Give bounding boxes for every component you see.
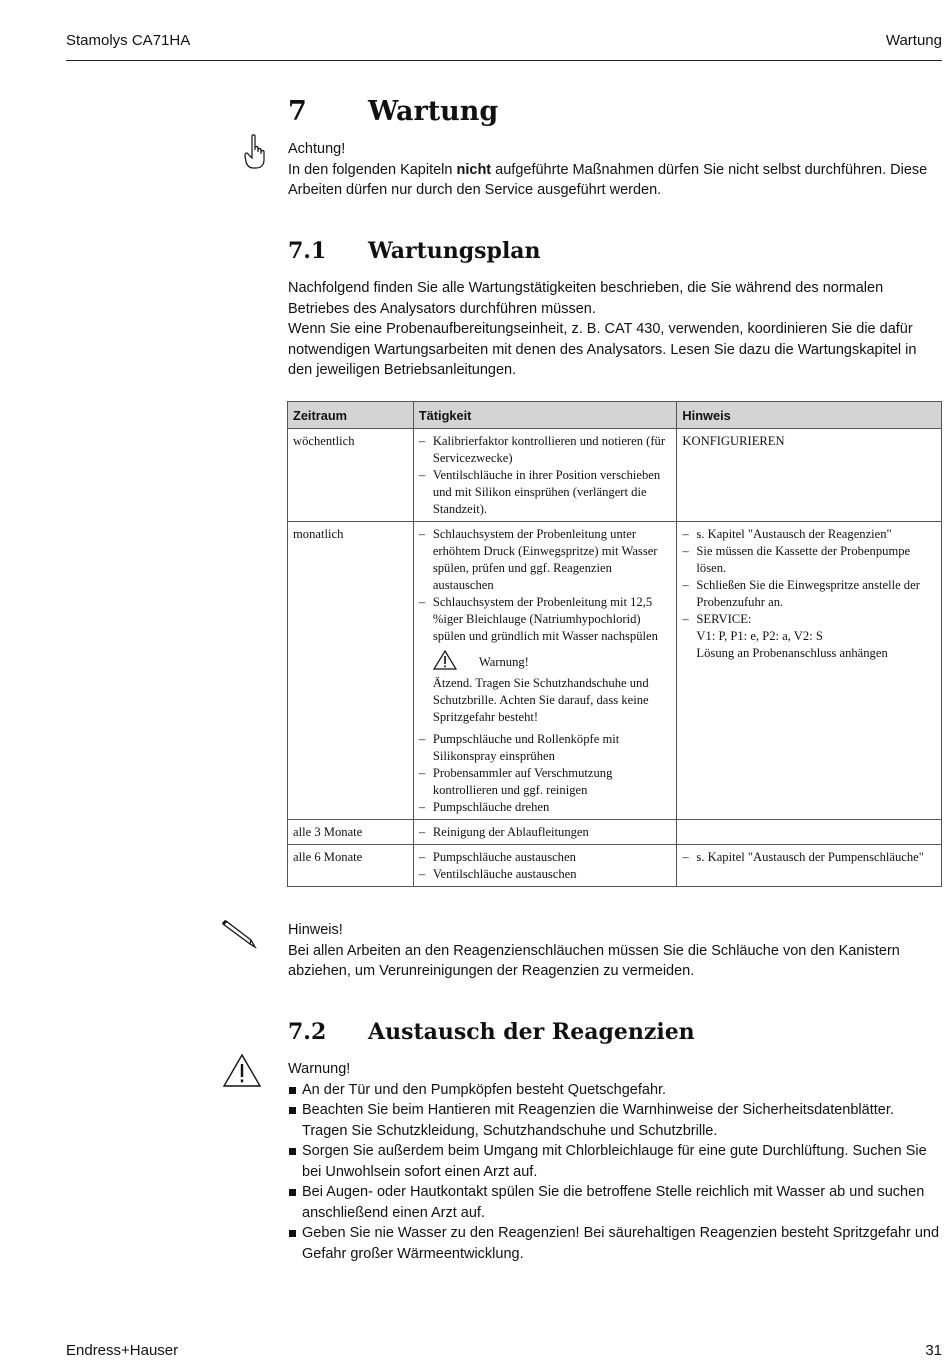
note-cell bbox=[677, 820, 942, 845]
task-item: – Pumpschläuche austauschen bbox=[419, 849, 672, 866]
task-item: – Ventilschläuche austauschen bbox=[419, 866, 672, 883]
note-item: – Sie müssen die Kassette der Probenpumpe lösen. bbox=[682, 543, 936, 577]
intro-paragraph-2: Wenn Sie eine Probenaufbereitungseinheit, z. B. CAT 430, verwenden, koordinieren Sie die dafür notwendigen Wartungsarbeiten mit denen des Analysators. Lesen Sie dazu die Wartungskapitel in den jeweiligen Betriebsanleitungen. bbox=[288, 321, 917, 378]
task-item: – Probensammler auf Verschmutzung kontrollieren und ggf. reinigen bbox=[419, 765, 672, 799]
task-item: – Reinigung der Ablaufleitungen bbox=[419, 824, 672, 841]
section-number: 7.2 bbox=[288, 1019, 327, 1045]
header-section: Wartung bbox=[885, 32, 942, 49]
warning-label: Warnung! bbox=[288, 1061, 351, 1077]
section-title-text: Wartungsplan bbox=[368, 238, 541, 264]
table-warning-label: Warnung! bbox=[478, 655, 529, 669]
pencil-icon bbox=[220, 920, 258, 955]
note-cell bbox=[677, 522, 942, 820]
table-row bbox=[288, 429, 942, 522]
task-item: – Pumpschläuche drehen bbox=[419, 799, 672, 816]
warning-triangle-icon bbox=[433, 650, 457, 675]
maintenance-table bbox=[287, 401, 942, 887]
section-title-7-2 bbox=[288, 1019, 695, 1045]
table-header-row bbox=[288, 402, 942, 429]
hint-block bbox=[288, 920, 942, 982]
task-item: – Schlauchsystem der Probenleitung mit 12,5 %iger Bleichlauge (Natriumhypochlorid) spülen und gründlich mit Wasser nachspülen bbox=[419, 594, 672, 645]
task-cell bbox=[413, 429, 677, 522]
caution-block bbox=[288, 139, 942, 201]
note-service-code: V1: P, P1: e, P2: a, V2: S bbox=[696, 629, 823, 643]
header-product: Stamolys CA71HA bbox=[66, 32, 191, 49]
note-item: – Schließen Sie die Einwegspritze anstelle der Probenzufuhr an. bbox=[682, 577, 936, 611]
column-header: Tätigkeit bbox=[413, 402, 677, 429]
page-number: 31 bbox=[925, 1342, 942, 1359]
section-number: 7.1 bbox=[288, 238, 327, 264]
caution-label: Achtung! bbox=[288, 141, 346, 157]
intro-paragraph-1: Nachfolgend finden Sie alle Wartungstätigkeiten beschrieben, die Sie während des normalen Betriebes des Analysators durchführen müssen. bbox=[288, 280, 884, 317]
period-cell: alle 6 Monate bbox=[288, 845, 414, 887]
table-warning-text: Ätzend. Tragen Sie Schutzhandschuhe und Schutzbrille. Achten Sie darauf, dass keine Spritzgefahr besteht! bbox=[432, 676, 649, 724]
warning-bullet: Beachten Sie beim Hantieren mit Reagenzien die Warnhinweise der Sicherheitsdatenblätter. Tragen Sie Schutzkleidung, Schutzhandschuhe und Schutzbrille. bbox=[288, 1100, 942, 1141]
period-cell: monatlich bbox=[288, 522, 414, 820]
hint-label: Hinweis! bbox=[288, 922, 343, 938]
section-title-text: Austausch der Reagenzien bbox=[368, 1019, 695, 1045]
task-item: – Pumpschläuche und Rollenköpfe mit Silikonspray einsprühen bbox=[419, 731, 672, 765]
note-item: – s. Kapitel "Austausch der Reagenzien" bbox=[682, 526, 936, 543]
column-header: Hinweis bbox=[677, 402, 942, 429]
period-cell: alle 3 Monate bbox=[288, 820, 414, 845]
table-row bbox=[288, 820, 942, 845]
section-intro bbox=[288, 278, 942, 381]
task-item: – Ventilschläuche in ihrer Position verschieben und mit Silikon einsprühen (verlängert die Standzeit). bbox=[419, 467, 672, 518]
note-cell bbox=[677, 845, 942, 887]
caution-text-pre: In den folgenden Kapiteln bbox=[288, 161, 457, 178]
warning-bullet: An der Tür und den Pumpköpfen besteht Quetschgefahr. bbox=[288, 1080, 942, 1101]
table-row bbox=[288, 845, 942, 887]
chapter-number: 7 bbox=[288, 96, 307, 127]
note-service-action: Lösung an Probenanschluss anhängen bbox=[696, 646, 888, 660]
note-item: – s. Kapitel "Austausch der Pumpenschläuche" bbox=[682, 849, 936, 866]
task-cell bbox=[413, 845, 677, 887]
note-cell: KONFIGURIEREN bbox=[677, 429, 942, 522]
task-item: – Kalibrierfaktor kontrollieren und notieren (für Servicezwecke) bbox=[419, 433, 672, 467]
task-cell bbox=[413, 522, 677, 820]
warning-bullet: Geben Sie nie Wasser zu den Reagenzien! Bei säurehaltigen Reagenzien besteht Spritzgefahr und Gefahr großer Wärmeentwicklung. bbox=[288, 1223, 942, 1264]
warning-block bbox=[288, 1059, 942, 1264]
pointing-hand-icon bbox=[244, 134, 266, 175]
warning-triangle-icon bbox=[222, 1053, 262, 1094]
chapter-title-text: Wartung bbox=[368, 96, 499, 127]
task-cell bbox=[413, 820, 677, 845]
note-service-label: SERVICE: bbox=[696, 612, 752, 626]
note-item bbox=[682, 611, 936, 662]
page-header bbox=[66, 32, 942, 61]
footer-company: Endress+Hauser bbox=[66, 1342, 179, 1359]
warning-bullet: Bei Augen- oder Hautkontakt spülen Sie die betroffene Stelle reichlich mit Wasser ab und suchen anschließend einen Arzt auf. bbox=[288, 1182, 942, 1223]
caution-text-post: aufgeführte Maßnahmen dürfen Sie nicht selbst durchführen. Diese Arbeiten dürfen nur durch den Service ausgeführt werden. bbox=[288, 161, 928, 198]
warning-bullet: Sorgen Sie außerdem beim Umgang mit Chlorbleichlauge für eine gute Durchlüftung. Suchen Sie bei Unwohlsein sofort einen Arzt auf. bbox=[288, 1141, 942, 1182]
period-cell: wöchentlich bbox=[288, 429, 414, 522]
column-header: Zeitraum bbox=[288, 402, 414, 429]
table-row bbox=[288, 522, 942, 820]
caution-text-bold: nicht bbox=[456, 161, 492, 178]
hint-text: Bei allen Arbeiten an den Reagenzienschläuchen müssen Sie die Schläuche von den Kanistern abziehen, um Verunreinigungen der Reagenzien zu vermeiden. bbox=[288, 942, 900, 979]
table-warning bbox=[433, 650, 672, 726]
chapter-title bbox=[288, 96, 498, 127]
caution-text bbox=[288, 160, 942, 201]
task-item: – Schlauchsystem der Probenleitung unter erhöhtem Druck (Einwegspritze) mit Wasser spülen, prüfen und ggf. Reagenzien austauschen bbox=[419, 526, 672, 594]
section-title-7-1 bbox=[288, 238, 541, 264]
